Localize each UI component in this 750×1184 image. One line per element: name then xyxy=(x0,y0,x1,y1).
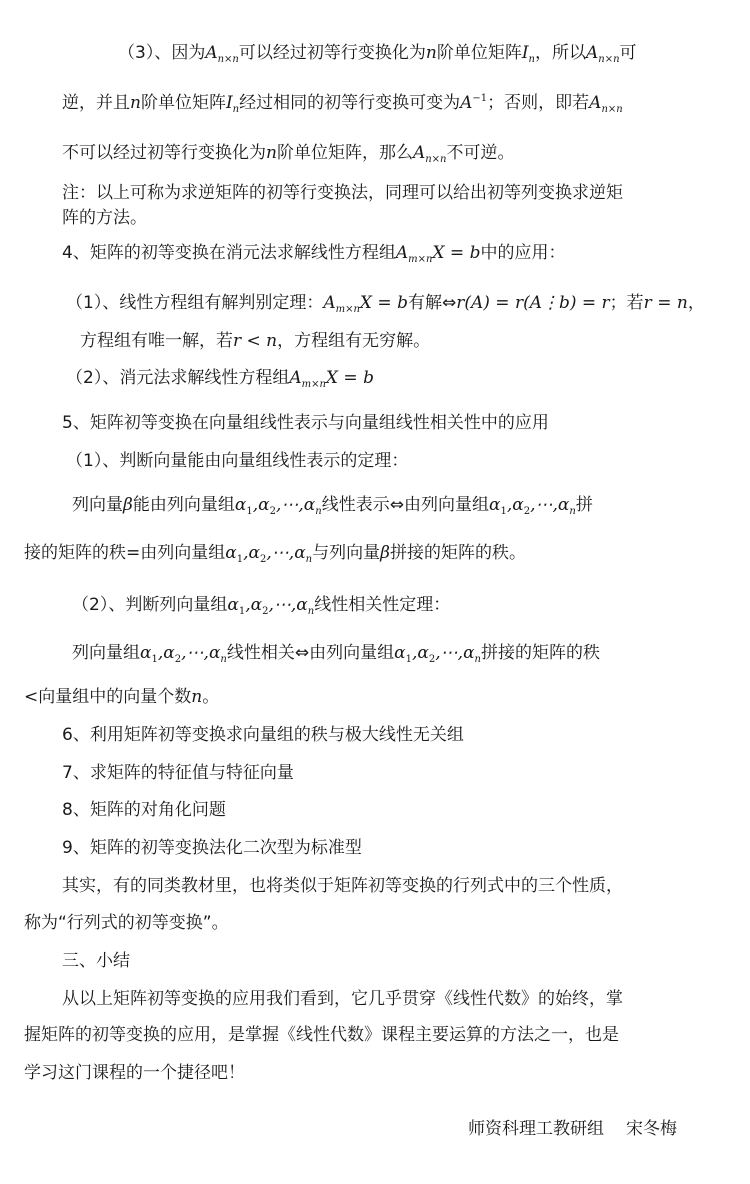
paragraph-line: 称为“行列式的初等变换”。 xyxy=(24,913,229,933)
text-line: <向量组中的向量个数n。 xyxy=(24,687,220,707)
section-heading-8: 8、矩阵的对角化问题 xyxy=(62,800,226,820)
math-n: n xyxy=(130,93,141,113)
section-heading-7: 7、求矩阵的特征值与特征向量 xyxy=(62,763,294,783)
note-line: 阵的方法。 xyxy=(62,208,147,228)
section-heading-9: 9、矩阵的初等变换法化二次型为标准型 xyxy=(62,838,362,858)
math-matrix-a: $A_{n\times n}$ xyxy=(205,43,239,65)
text-run: 阶单位矩阵 xyxy=(140,93,226,113)
math-rank-expr: r(A) = r(A⋮b) = r xyxy=(456,293,610,313)
paragraph-line: 学习这门课程的一个捷径吧！ xyxy=(24,1063,245,1083)
math-inverse: $A^{-1}$ xyxy=(460,93,488,113)
paragraph-line: 握矩阵的初等变换的应用，是掌握《线性代数》课程主要运算的方法之一，也是 xyxy=(24,1025,619,1045)
text-line: （2）、消元法求解线性方程组$A_{m\times n}X = b$ xyxy=(66,368,374,390)
text-run: 不可逆。 xyxy=(446,143,515,163)
math-matrix-a: $A_{n\times n}$ xyxy=(412,143,447,165)
text-line: （2）、判断列向量组$\alpha_1,\alpha_2,\cdots,\alpha_n$线性相关性定理： xyxy=(72,595,451,617)
text-run: 可以经过初等行变换化为 xyxy=(238,43,426,63)
paragraph-line: 其实，有的同类教材里，也将类似于矩阵初等变换的行列式中的三个性质， xyxy=(62,876,623,896)
text-line: （1）、线性方程组有解判别定理：$A_{m\times n}X = b$有解⇔r(A) = r(A⋮b) = r；若r = n， xyxy=(66,293,705,315)
text-run: 阶单位矩阵 xyxy=(436,43,522,63)
equivalence-symbol: ⇔ xyxy=(441,293,457,313)
text-line: 列向量组$\alpha_1,\alpha_2,\cdots,\alpha_n$线性相关⇔由列向量组$\alpha_1,\alpha_2,\cdots,\alpha_n$拼接的矩阵的秩 xyxy=(72,643,600,665)
text-line: 方程组有唯一解，若r < n，方程组有无穷解。 xyxy=(80,331,431,351)
math-matrix-a: $A_{n\times n}$ xyxy=(586,43,620,65)
text-run: ，所以 xyxy=(535,43,586,63)
text-run: ；否则，即若 xyxy=(487,93,590,113)
section-heading-5: 5、矩阵初等变换在向量组线性表示与向量组线性相关性中的应用 xyxy=(62,413,549,433)
math-identity: $I_n$ xyxy=(225,93,240,115)
text-run: 不可以经过初等行变换化为 xyxy=(62,143,266,163)
paragraph-line: 从以上矩阵初等变换的应用我们看到，它几乎贯穿《线性代数》的始终，掌 xyxy=(62,989,623,1009)
signature-author: 宋冬梅 xyxy=(626,1119,677,1139)
text-line xyxy=(62,90,623,116)
section-heading-summary: 三、小结 xyxy=(62,951,130,971)
text-line xyxy=(118,40,637,66)
signature-group: 师资科理工教研组 xyxy=(468,1119,604,1139)
math-n: n xyxy=(266,143,277,163)
math-matrix-a: $A_{n\times n}$ xyxy=(589,93,623,115)
text-run: 经过相同的初等行变换可变为 xyxy=(239,93,461,113)
signature xyxy=(468,1116,677,1142)
text-line: 接的矩阵的秩=由列向量组$\alpha_1,\alpha_2,\cdots,\alpha_n$与列向量β拼接的矩阵的秩。 xyxy=(24,543,526,565)
text-run: 阶单位矩阵，那么 xyxy=(276,143,413,163)
text-line: 列向量β能由列向量组$\alpha_1,\alpha_2,\cdots,\alpha_n$线性表示⇔由列向量组$\alpha_1,\alpha_2,\cdots,\alpha_n$拼 xyxy=(72,495,593,517)
text-line: （1）、判断向量能由向量组线性表示的定理： xyxy=(66,451,409,471)
math-identity: $I_n$ xyxy=(521,43,535,65)
section-heading-4: 4、矩阵的初等变换在消元法求解线性方程组$A_{m\times n}X = b$中的应用： xyxy=(62,243,566,265)
section-heading-6: 6、利用矩阵初等变换求向量组的秩与极大线性无关组 xyxy=(62,725,464,745)
note-line: 注：以上可称为求逆矩阵的初等行变换法，同理可以给出初等列变换求逆矩 xyxy=(62,183,623,203)
text-line xyxy=(62,140,515,166)
text-run: 逆，并且 xyxy=(62,93,130,113)
math-n: n xyxy=(425,43,437,63)
text-run: 可 xyxy=(619,43,637,63)
text-run: （3）、因为 xyxy=(118,43,206,63)
